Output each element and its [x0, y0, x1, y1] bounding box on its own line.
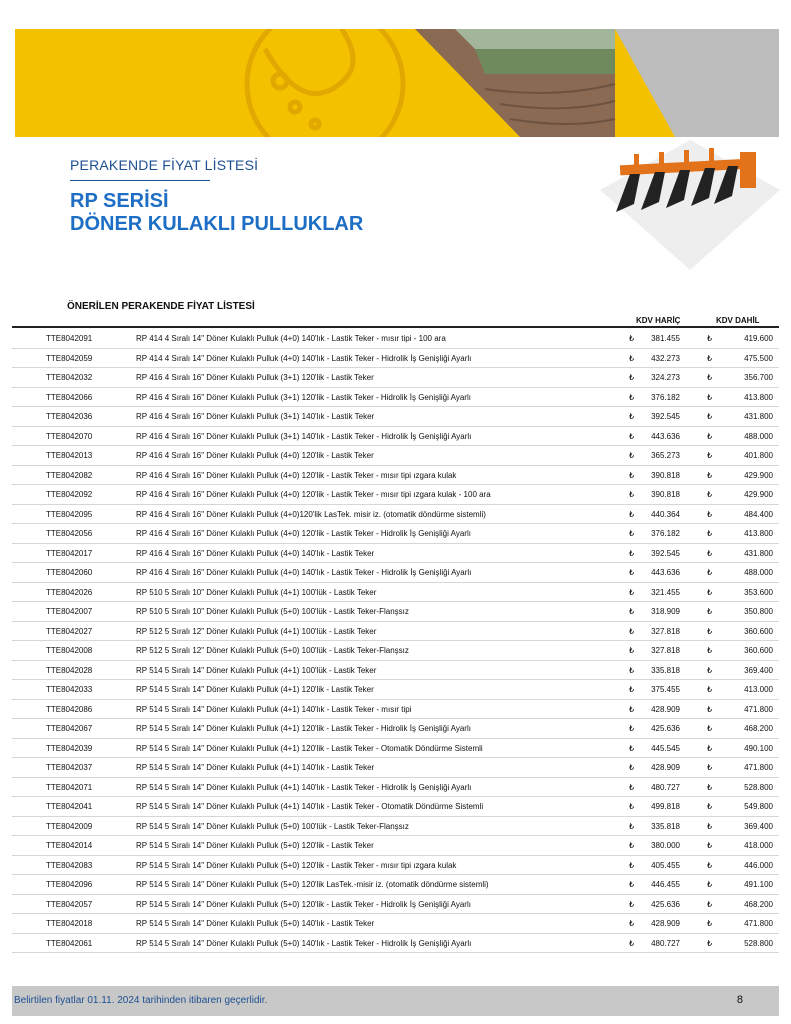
- product-description: RP 514 5 Sıralı 14" Döner Kulaklı Pulluk (4+1) 140'lık - Lastik Teker - Otomatik Döndürme Sistemli: [136, 802, 484, 811]
- price-excl-vat: 480.727: [651, 782, 680, 792]
- price-excl-vat: 327.818: [651, 626, 680, 636]
- price-excl-vat: 324.273: [651, 373, 680, 382]
- banner-graphic: [15, 29, 779, 137]
- product-code: TTE8042092: [46, 490, 93, 499]
- product-description: RP 510 5 Sıralı 10" Döner Kulaklı Pulluk (4+1) 100'lük - Lastik Teker: [136, 587, 377, 597]
- price-incl-vat: 353.600: [744, 587, 773, 597]
- currency-symbol: ₺: [707, 529, 713, 538]
- product-description: RP 514 5 Sıralı 14" Döner Kulaklı Pulluk (4+1) 120'lik - Lastik Teker - Otomatik Döndürme Sistemli: [136, 743, 483, 753]
- product-description: RP 514 5 Sıralı 14" Döner Kulaklı Pulluk (5+0) 120'lik - Lastik Teker - Hidrolik İş Genişliği Ayarlı: [136, 899, 471, 909]
- product-code: TTE8042071: [46, 782, 93, 792]
- product-description: RP 416 4 Sıralı 16" Döner Kulaklı Pulluk (3+1) 140'lık - Lastik Teker: [136, 412, 375, 421]
- product-description: RP 416 4 Sıralı 16" Döner Kulaklı Pulluk (3+1) 120'lik - Lastik Teker: [136, 373, 374, 382]
- currency-symbol: ₺: [707, 899, 713, 909]
- currency-symbol: ₺: [629, 412, 635, 421]
- product-code: TTE8042008: [46, 646, 93, 655]
- currency-symbol: ₺: [707, 353, 713, 363]
- price-incl-vat: 350.800: [744, 607, 773, 616]
- price-excl-vat: 327.818: [651, 646, 680, 655]
- product-description: RP 514 5 Sıralı 14" Döner Kulaklı Pulluk (4+1) 120'lik - Lastik Teker: [136, 685, 374, 694]
- currency-symbol: ₺: [629, 821, 635, 831]
- price-incl-vat: 468.200: [744, 899, 773, 909]
- currency-symbol: ₺: [707, 431, 713, 441]
- product-code: TTE8042091: [46, 334, 93, 343]
- price-excl-vat: 381.455: [651, 334, 680, 343]
- price-incl-vat: 429.900: [744, 490, 773, 499]
- product-description: RP 514 5 Sıralı 14" Döner Kulaklı Pulluk (5+0) 140'lık - Lastik Teker: [136, 919, 375, 928]
- price-excl-vat: 432.273: [651, 353, 680, 363]
- price-incl-vat: 471.800: [744, 919, 773, 928]
- product-description: RP 514 5 Sıralı 14" Döner Kulaklı Pulluk (4+1) 100'lük - Lastik Teker: [136, 665, 377, 675]
- currency-symbol: ₺: [629, 919, 635, 928]
- currency-symbol: ₺: [707, 665, 713, 675]
- currency-symbol: ₺: [707, 880, 713, 889]
- currency-symbol: ₺: [629, 685, 635, 694]
- product-code: TTE8042083: [46, 860, 93, 870]
- product-description: RP 514 5 Sıralı 14" Döner Kulaklı Pulluk (5+0) 140'lık - Lastik Teker - Hidrolik İş Genişliği Ayarlı: [136, 938, 472, 948]
- price-excl-vat: 321.455: [651, 587, 680, 597]
- page-title-line1: RP SERİSİ: [70, 190, 169, 212]
- currency-symbol: ₺: [707, 548, 713, 558]
- price-incl-vat: 484.400: [744, 509, 773, 519]
- product-description: RP 416 4 Sıralı 16" Döner Kulaklı Pulluk (4+0) 140'lık - Lastik Teker: [136, 548, 375, 558]
- table-row: [12, 661, 779, 681]
- product-description: RP 510 5 Sıralı 10" Döner Kulaklı Pulluk (5+0) 100'lük - Lastik Teker-Flanşsız: [136, 607, 409, 616]
- price-excl-vat: 428.909: [651, 763, 680, 772]
- currency-symbol: ₺: [629, 724, 635, 733]
- table-row: [12, 700, 779, 720]
- product-code: TTE8042061: [46, 938, 93, 948]
- table-row: [12, 427, 779, 447]
- product-code: TTE8042060: [46, 568, 93, 577]
- price-incl-vat: 413.000: [744, 685, 773, 694]
- price-incl-vat: 488.000: [744, 431, 773, 441]
- product-code: TTE8042066: [46, 392, 93, 402]
- grey-corner: [615, 29, 779, 137]
- currency-symbol: ₺: [707, 743, 713, 753]
- currency-symbol: ₺: [629, 841, 635, 850]
- currency-symbol: ₺: [629, 548, 635, 558]
- currency-symbol: ₺: [629, 860, 635, 870]
- price-incl-vat: 549.800: [744, 802, 773, 811]
- price-incl-vat: 429.900: [744, 470, 773, 480]
- currency-symbol: ₺: [707, 763, 713, 772]
- product-description: RP 416 4 Sıralı 16" Döner Kulaklı Pulluk (4+0) 120'lik - Lastik Teker - mısır tipi ızgara kulak: [136, 470, 457, 480]
- product-code: TTE8042056: [46, 529, 93, 538]
- header-banner: [15, 29, 779, 137]
- currency-symbol: ₺: [707, 587, 713, 597]
- price-incl-vat: 431.800: [744, 548, 773, 558]
- product-description: RP 514 5 Sıralı 14" Döner Kulaklı Pulluk (5+0) 120'lik - Lastik Teker - mısır tipi ızgara kulak: [136, 860, 457, 870]
- currency-symbol: ₺: [629, 646, 635, 655]
- price-excl-vat: 392.545: [651, 548, 680, 558]
- table-row: [12, 485, 779, 505]
- price-incl-vat: 413.800: [744, 392, 773, 402]
- table-row: [12, 641, 779, 661]
- product-description: RP 416 4 Sıralı 16" Döner Kulaklı Pulluk (4+0)120'lik LasTek. misir iz. (otomatik döndürme sistemli): [136, 509, 486, 519]
- currency-symbol: ₺: [629, 782, 635, 792]
- currency-symbol: ₺: [707, 646, 713, 655]
- price-incl-vat: 471.800: [744, 763, 773, 772]
- table-row: [12, 524, 779, 544]
- product-code: TTE8042027: [46, 626, 93, 636]
- price-excl-vat: 365.273: [651, 451, 680, 460]
- table-row: [12, 446, 779, 466]
- currency-symbol: ₺: [629, 490, 635, 499]
- currency-symbol: ₺: [629, 431, 635, 441]
- column-header-incl-vat: KDV DAHİL: [716, 316, 760, 325]
- currency-symbol: ₺: [707, 334, 713, 343]
- product-code: TTE8042014: [46, 841, 93, 850]
- emblem-icon: [247, 29, 403, 137]
- price-excl-vat: 318.909: [651, 607, 680, 616]
- product-description: RP 512 5 Sıralı 12" Döner Kulaklı Pulluk (5+0) 100'lük - Lastik Teker-Flanşsız: [136, 646, 409, 655]
- price-excl-vat: 425.636: [651, 724, 680, 733]
- currency-symbol: ₺: [629, 743, 635, 753]
- price-excl-vat: 443.636: [651, 568, 680, 577]
- table-row: [12, 719, 779, 739]
- product-code: TTE8042096: [46, 880, 93, 889]
- currency-symbol: ₺: [629, 451, 635, 460]
- price-incl-vat: 488.000: [744, 568, 773, 577]
- plow-illustration: [590, 140, 780, 270]
- product-description: RP 512 5 Sıralı 12" Döner Kulaklı Pulluk (4+1) 100'lük - Lastik Teker: [136, 626, 377, 636]
- currency-symbol: ₺: [707, 802, 713, 811]
- product-code: TTE8042082: [46, 470, 93, 480]
- currency-symbol: ₺: [629, 373, 635, 382]
- price-excl-vat: 390.818: [651, 490, 680, 499]
- field-photo: [415, 29, 615, 137]
- price-excl-vat: 390.818: [651, 470, 680, 480]
- currency-symbol: ₺: [629, 509, 635, 519]
- currency-symbol: ₺: [707, 451, 713, 460]
- subtitle-underline: [70, 180, 210, 181]
- table-row: [12, 758, 779, 778]
- price-excl-vat: 443.636: [651, 431, 680, 441]
- product-code: TTE8042057: [46, 899, 93, 909]
- price-excl-vat: 499.818: [651, 802, 680, 811]
- product-description: RP 514 5 Sıralı 14" Döner Kulaklı Pulluk (5+0) 100'lük - Lastik Teker-Flanşsız: [136, 821, 409, 831]
- table-row: [12, 368, 779, 388]
- product-description: RP 414 4 Sıralı 14" Döner Kulaklı Pulluk (4+0) 140'lık - Lastik Teker - mısır tipi - 100 ara: [136, 334, 446, 343]
- currency-symbol: ₺: [707, 568, 713, 577]
- price-excl-vat: 428.909: [651, 919, 680, 928]
- product-description: RP 514 5 Sıralı 14" Döner Kulaklı Pulluk (4+1) 140'lık - Lastik Teker - mısır tipi: [136, 704, 412, 714]
- price-excl-vat: 425.636: [651, 899, 680, 909]
- product-code: TTE8042041: [46, 802, 93, 811]
- table-row: [12, 583, 779, 603]
- table-row: [12, 739, 779, 759]
- table-row: [12, 544, 779, 564]
- product-description: RP 416 4 Sıralı 16" Döner Kulaklı Pulluk (4+0) 120'lik - Lastik Teker - mısır tipi ızgara kulak - 100 ara: [136, 490, 491, 499]
- product-description: RP 514 5 Sıralı 14" Döner Kulaklı Pulluk (4+1) 140'lık - Lastik Teker: [136, 763, 375, 772]
- currency-symbol: ₺: [629, 899, 635, 909]
- product-code: TTE8042039: [46, 743, 93, 753]
- currency-symbol: ₺: [629, 529, 635, 538]
- currency-symbol: ₺: [707, 841, 713, 850]
- table-row: [12, 914, 779, 934]
- product-description: RP 416 4 Sıralı 16" Döner Kulaklı Pulluk (3+1) 140'lık - Lastik Teker - Hidrolik İş Genişliği Ayarlı: [136, 431, 472, 441]
- currency-symbol: ₺: [707, 607, 713, 616]
- currency-symbol: ₺: [629, 353, 635, 363]
- currency-symbol: ₺: [629, 880, 635, 889]
- product-code: TTE8042013: [46, 451, 93, 460]
- product-code: TTE8042036: [46, 412, 93, 421]
- product-description: RP 416 4 Sıralı 16" Döner Kulaklı Pulluk (4+0) 120'lik - Lastik Teker: [136, 451, 374, 460]
- price-excl-vat: 428.909: [651, 704, 680, 714]
- table-top-rule: [12, 326, 779, 328]
- price-incl-vat: 419.600: [744, 334, 773, 343]
- price-excl-vat: 440.364: [651, 509, 680, 519]
- currency-symbol: ₺: [707, 860, 713, 870]
- price-excl-vat: 375.455: [651, 685, 680, 694]
- table-row: [12, 836, 779, 856]
- table-row: [12, 797, 779, 817]
- page-title-line2: DÖNER KULAKLI PULLUKLAR: [70, 213, 364, 235]
- product-description: RP 416 4 Sıralı 16" Döner Kulaklı Pulluk (3+1) 120'lik - Lastik Teker - Hidrolik İş Genişliği Ayarlı: [136, 392, 471, 402]
- table-row: [12, 407, 779, 427]
- table-row: [12, 505, 779, 525]
- price-incl-vat: 471.800: [744, 704, 773, 714]
- product-code: TTE8042009: [46, 821, 93, 831]
- price-incl-vat: 475.500: [744, 353, 773, 363]
- price-excl-vat: 480.727: [651, 938, 680, 948]
- currency-symbol: ₺: [629, 626, 635, 636]
- product-description: RP 514 5 Sıralı 14" Döner Kulaklı Pulluk (5+0) 120'lik LasTek.-misir iz. (otomatik döndürme sistemli): [136, 880, 489, 889]
- product-code: TTE8042059: [46, 353, 93, 363]
- price-excl-vat: 376.182: [651, 529, 680, 538]
- price-incl-vat: 401.800: [744, 451, 773, 460]
- currency-symbol: ₺: [629, 704, 635, 714]
- table-row: [12, 680, 779, 700]
- column-header-excl-vat: KDV HARİÇ: [636, 316, 681, 325]
- price-incl-vat: 356.700: [744, 373, 773, 382]
- price-incl-vat: 418.000: [744, 841, 773, 850]
- currency-symbol: ₺: [707, 782, 713, 792]
- table-row: [12, 388, 779, 408]
- table-row: [12, 563, 779, 583]
- product-code: TTE8042018: [46, 919, 93, 928]
- currency-symbol: ₺: [707, 373, 713, 382]
- section-title: ÖNERİLEN PERAKENDE FİYAT LİSTESİ: [67, 301, 255, 312]
- table-row: [12, 329, 779, 349]
- currency-symbol: ₺: [629, 763, 635, 772]
- currency-symbol: ₺: [707, 412, 713, 421]
- product-description: RP 514 5 Sıralı 14" Döner Kulaklı Pulluk (5+0) 120'lik - Lastik Teker: [136, 841, 374, 850]
- currency-symbol: ₺: [629, 587, 635, 597]
- price-excl-vat: 445.545: [651, 743, 680, 753]
- currency-symbol: ₺: [707, 509, 713, 519]
- price-incl-vat: 491.100: [744, 880, 773, 889]
- table-row: [12, 778, 779, 798]
- product-code: TTE8042086: [46, 704, 93, 714]
- price-incl-vat: 490.100: [744, 743, 773, 753]
- price-excl-vat: 392.545: [651, 412, 680, 421]
- table-row: [12, 856, 779, 876]
- product-description: RP 416 4 Sıralı 16" Döner Kulaklı Pulluk (4+0) 140'lık - Lastik Teker - Hidrolik İş Genişliği Ayarlı: [136, 568, 472, 577]
- table-row: [12, 602, 779, 622]
- footer-bar: [12, 986, 779, 1016]
- page-number: 8: [736, 994, 743, 1006]
- currency-symbol: ₺: [707, 626, 713, 636]
- product-code: TTE8042017: [46, 548, 93, 558]
- price-excl-vat: 376.182: [651, 392, 680, 402]
- price-excl-vat: 380.000: [651, 841, 680, 850]
- price-excl-vat: 335.818: [651, 821, 680, 831]
- product-code: TTE8042026: [46, 587, 93, 597]
- currency-symbol: ₺: [707, 704, 713, 714]
- table-row: [12, 895, 779, 915]
- table-row: [12, 875, 779, 895]
- currency-symbol: ₺: [629, 470, 635, 480]
- product-description: RP 414 4 Sıralı 14" Döner Kulaklı Pulluk (4+0) 140'lık - Lastik Teker - Hidrolik İş Genişliği Ayarlı: [136, 353, 472, 363]
- price-incl-vat: 360.600: [744, 646, 773, 655]
- currency-symbol: ₺: [707, 685, 713, 694]
- price-incl-vat: 369.400: [744, 665, 773, 675]
- product-code: TTE8042032: [46, 373, 93, 382]
- price-table: [12, 329, 779, 953]
- currency-symbol: ₺: [629, 568, 635, 577]
- currency-symbol: ₺: [629, 607, 635, 616]
- price-incl-vat: 528.800: [744, 938, 773, 948]
- currency-symbol: ₺: [707, 919, 713, 928]
- currency-symbol: ₺: [629, 938, 635, 948]
- currency-symbol: ₺: [707, 724, 713, 733]
- price-incl-vat: 528.800: [744, 782, 773, 792]
- product-code: TTE8042070: [46, 431, 93, 441]
- currency-symbol: ₺: [707, 490, 713, 499]
- product-description: RP 416 4 Sıralı 16" Döner Kulaklı Pulluk (4+0) 120'lik - Lastik Teker - Hidrolik İş Genişliği Ayarlı: [136, 529, 471, 538]
- price-excl-vat: 446.455: [651, 880, 680, 889]
- product-code: TTE8042037: [46, 763, 93, 772]
- product-code: TTE8042067: [46, 724, 93, 733]
- page-subtitle: PERAKENDE FİYAT LİSTESİ: [70, 157, 259, 173]
- currency-symbol: ₺: [707, 392, 713, 402]
- price-incl-vat: 360.600: [744, 626, 773, 636]
- product-description: RP 514 5 Sıralı 14" Döner Kulaklı Pulluk (4+1) 120'lik - Lastik Teker - Hidrolik İş Genişliği Ayarlı: [136, 724, 471, 733]
- table-row: [12, 817, 779, 837]
- price-incl-vat: 413.800: [744, 529, 773, 538]
- table-row: [12, 466, 779, 486]
- currency-symbol: ₺: [707, 821, 713, 831]
- price-incl-vat: 446.000: [744, 860, 773, 870]
- product-code: TTE8042095: [46, 509, 93, 519]
- price-incl-vat: 431.800: [744, 412, 773, 421]
- table-row: [12, 934, 779, 954]
- product-code: TTE8042028: [46, 665, 93, 675]
- currency-symbol: ₺: [707, 938, 713, 948]
- currency-symbol: ₺: [629, 665, 635, 675]
- table-row: [12, 622, 779, 642]
- currency-symbol: ₺: [629, 334, 635, 343]
- table-row: [12, 349, 779, 369]
- footer-note: Belirtilen fiyatlar 01.11. 2024 tarihinden itibaren geçerlidir.: [14, 995, 268, 1006]
- product-description: RP 514 5 Sıralı 14" Döner Kulaklı Pulluk (4+1) 140'lık - Lastik Teker - Hidrolik İş Genişliği Ayarlı: [136, 782, 472, 792]
- price-incl-vat: 369.400: [744, 821, 773, 831]
- product-code: TTE8042033: [46, 685, 93, 694]
- currency-symbol: ₺: [707, 470, 713, 480]
- price-excl-vat: 335.818: [651, 665, 680, 675]
- price-excl-vat: 405.455: [651, 860, 680, 870]
- currency-symbol: ₺: [629, 392, 635, 402]
- price-incl-vat: 468.200: [744, 724, 773, 733]
- product-code: TTE8042007: [46, 607, 93, 616]
- currency-symbol: ₺: [629, 802, 635, 811]
